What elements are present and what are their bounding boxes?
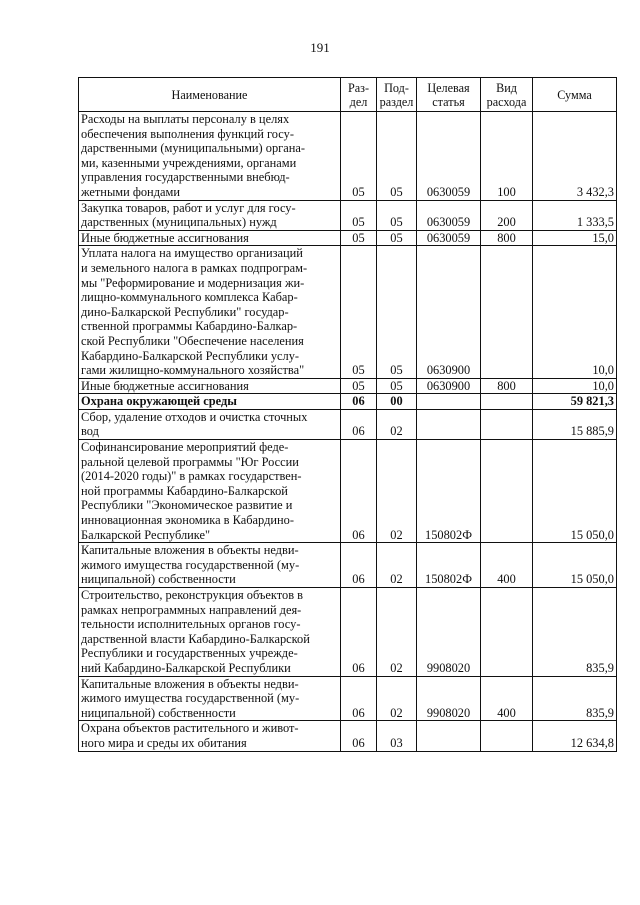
- table-row: [79, 440, 617, 543]
- cell-sum: 59 821,3: [533, 394, 617, 410]
- cell-name: [79, 200, 341, 230]
- table-row: [79, 721, 617, 751]
- cell-target: 9908020: [417, 588, 481, 677]
- header-section-line2: дел: [349, 94, 368, 109]
- cell-name-line: Расходы на выплаты персоналу в целях: [81, 112, 290, 126]
- cell-name-line: Закупка товаров, работ и услуг для госу-: [81, 200, 296, 215]
- cell-sum: 1 333,5: [533, 200, 617, 230]
- cell-name: [79, 543, 341, 588]
- cell-name-line: рамках непрограммных направлений дея-: [81, 602, 302, 617]
- cell-name: [79, 440, 341, 543]
- header-section: [341, 78, 377, 112]
- header-name: Наименование: [79, 78, 341, 112]
- cell-type: [481, 440, 533, 543]
- table-row: [79, 543, 617, 588]
- cell-name: [79, 230, 341, 246]
- table-row: [79, 246, 617, 378]
- cell-sum: 12 634,8: [533, 721, 617, 751]
- cell-subsection: 05: [377, 246, 417, 378]
- cell-sum: 835,9: [533, 588, 617, 677]
- cell-name-line: лищно-коммунального комплекса Кабар-: [81, 290, 298, 305]
- cell-name: [79, 588, 341, 677]
- cell-name-line: тельности исполнительных органов госу-: [81, 617, 301, 632]
- header-subsection-line1: Под-: [384, 80, 409, 95]
- cell-name-line: Охрана объектов растительного и живот-: [81, 721, 299, 736]
- cell-name: [79, 721, 341, 751]
- header-sum: Сумма: [533, 78, 617, 112]
- cell-subsection: 05: [377, 200, 417, 230]
- cell-name-line: ми, казенными учреждениями, органами: [81, 155, 297, 170]
- cell-type: 200: [481, 200, 533, 230]
- cell-type: 400: [481, 543, 533, 588]
- cell-name-line: Кабардино-Балкарской Республики услу-: [81, 348, 300, 363]
- cell-name: [79, 112, 341, 201]
- cell-name-line: обеспечения выполнения функций госу-: [81, 126, 294, 141]
- cell-sum: 10,0: [533, 246, 617, 378]
- cell-name-line: ральной целевой программы "Юг России: [81, 454, 299, 469]
- cell-target: [417, 409, 481, 439]
- cell-section: 05: [341, 246, 377, 378]
- header-type-line2: расхода: [486, 94, 527, 109]
- cell-name-line: Республики "Экономическое развитие и: [81, 498, 293, 513]
- cell-section: 06: [341, 394, 377, 410]
- cell-name-line: ний Кабардино-Балкарской Республики: [81, 660, 291, 675]
- cell-target: 0630900: [417, 246, 481, 378]
- cell-name: [79, 246, 341, 378]
- cell-name-line: (2014-2020 годы)" в рамках государствен-: [81, 469, 302, 484]
- cell-name-line: Капитальные вложения в объекты недви-: [81, 543, 299, 558]
- header-type: [481, 78, 533, 112]
- cell-subsection: 02: [377, 440, 417, 543]
- cell-section: 05: [341, 230, 377, 246]
- cell-subsection: 03: [377, 721, 417, 751]
- cell-sum: 15 050,0: [533, 543, 617, 588]
- cell-name-line: Уплата налога на имущество организаций: [81, 246, 303, 261]
- cell-type: [481, 721, 533, 751]
- cell-subsection: 05: [377, 230, 417, 246]
- cell-target: 0630059: [417, 200, 481, 230]
- cell-name-line: инновационная экономика в Кабардино-: [81, 513, 294, 528]
- table-row: [79, 409, 617, 439]
- header-subsection-line2: раздел: [379, 94, 414, 109]
- cell-name: [79, 676, 341, 721]
- cell-name-line: Иные бюджетные ассигнования: [81, 230, 249, 245]
- cell-name-line: ниципальной) собственности: [81, 572, 236, 587]
- cell-section: 05: [341, 200, 377, 230]
- cell-target: 150802Ф: [417, 543, 481, 588]
- cell-name-line: вод: [81, 424, 99, 439]
- cell-subsection: 05: [377, 378, 417, 394]
- cell-target: [417, 721, 481, 751]
- cell-name-line: Иные бюджетные ассигнования: [81, 378, 249, 393]
- cell-section: 06: [341, 543, 377, 588]
- header-target: [417, 78, 481, 112]
- cell-name-line: ственной программы Кабардино-Балкар-: [81, 319, 298, 334]
- cell-sum: 15,0: [533, 230, 617, 246]
- cell-name-line: ниципальной) собственности: [81, 705, 236, 720]
- cell-name-line: дарственных (муниципальных) нужд: [81, 215, 277, 230]
- cell-sum: 10,0: [533, 378, 617, 394]
- cell-type: 800: [481, 230, 533, 246]
- cell-name-line: дино-Балкарской Республики" государ-: [81, 304, 289, 319]
- cell-type: [481, 394, 533, 410]
- cell-name-line: жимого имущества государственной (му-: [81, 691, 300, 706]
- cell-name-line: Балкарской Республике": [81, 527, 211, 542]
- cell-name-line: Охрана окружающей среды: [81, 394, 237, 409]
- header-type-line1: Вид: [496, 80, 517, 95]
- page-number: 191: [310, 40, 330, 55]
- budget-table: [78, 77, 617, 752]
- cell-subsection: 00: [377, 394, 417, 410]
- cell-section: 06: [341, 409, 377, 439]
- cell-type: 400: [481, 676, 533, 721]
- cell-name-line: дарственными (муниципальными) органа-: [81, 141, 305, 156]
- cell-name: [79, 409, 341, 439]
- cell-name-line: управления государственными внебюд-: [81, 170, 290, 185]
- cell-subsection: 02: [377, 588, 417, 677]
- cell-type: [481, 409, 533, 439]
- cell-section: 06: [341, 588, 377, 677]
- header-subsection: [377, 78, 417, 112]
- cell-sum: 15 050,0: [533, 440, 617, 543]
- cell-name-line: Республики и государственных учрежде-: [81, 646, 298, 661]
- cell-target: 0630900: [417, 378, 481, 394]
- cell-sum: 835,9: [533, 676, 617, 721]
- cell-name-line: жетными фондами: [81, 184, 180, 199]
- cell-name-line: дарственной власти Кабардино-Балкарской: [81, 631, 310, 646]
- cell-name-line: ного мира и среды их обитания: [81, 735, 247, 750]
- cell-section: 06: [341, 440, 377, 543]
- header-target-line2: статья: [432, 94, 465, 109]
- table-row: [79, 588, 617, 677]
- cell-section: 05: [341, 378, 377, 394]
- cell-subsection: 02: [377, 409, 417, 439]
- cell-type: 100: [481, 112, 533, 201]
- cell-name: [79, 394, 341, 410]
- cell-section: 06: [341, 721, 377, 751]
- cell-name-line: гами жилищно-коммунального хозяйства": [81, 363, 305, 378]
- table-row: [79, 378, 617, 394]
- cell-target: 0630059: [417, 112, 481, 201]
- table-row: [79, 200, 617, 230]
- cell-target: 150802Ф: [417, 440, 481, 543]
- cell-section: 06: [341, 676, 377, 721]
- cell-sum: 15 885,9: [533, 409, 617, 439]
- cell-name-line: Сбор, удаление отходов и очистка сточных: [81, 409, 308, 424]
- cell-name-line: Капитальные вложения в объекты недви-: [81, 676, 299, 691]
- cell-target: 0630059: [417, 230, 481, 246]
- cell-section: 05: [341, 112, 377, 201]
- cell-name-line: и земельного налога в рамках подпрограм-: [81, 260, 308, 275]
- table-row: [79, 230, 617, 246]
- cell-name-line: мы "Реформирование и модернизация жи-: [81, 275, 305, 290]
- table-row: [79, 394, 617, 410]
- table-header-row: [79, 78, 617, 112]
- header-section-line1: Раз-: [347, 80, 370, 95]
- cell-type: [481, 588, 533, 677]
- cell-subsection: 02: [377, 543, 417, 588]
- cell-subsection: 05: [377, 112, 417, 201]
- cell-type: [481, 246, 533, 378]
- cell-type: 800: [481, 378, 533, 394]
- cell-sum: 3 432,3: [533, 112, 617, 201]
- header-target-line1: Целевая: [427, 80, 470, 95]
- table-row: [79, 112, 617, 201]
- cell-target: [417, 394, 481, 410]
- cell-name-line: Строительство, реконструкция объектов в: [81, 588, 303, 602]
- cell-name: [79, 378, 341, 394]
- cell-name-line: ской Республики "Обеспечение населения: [81, 333, 304, 348]
- cell-subsection: 02: [377, 676, 417, 721]
- table-row: [79, 676, 617, 721]
- cell-name-line: ной программы Кабардино-Балкарской: [81, 483, 288, 498]
- cell-name-line: Софинансирование мероприятий феде-: [81, 440, 289, 455]
- cell-target: 9908020: [417, 676, 481, 721]
- cell-name-line: жимого имущества государственной (му-: [81, 557, 300, 572]
